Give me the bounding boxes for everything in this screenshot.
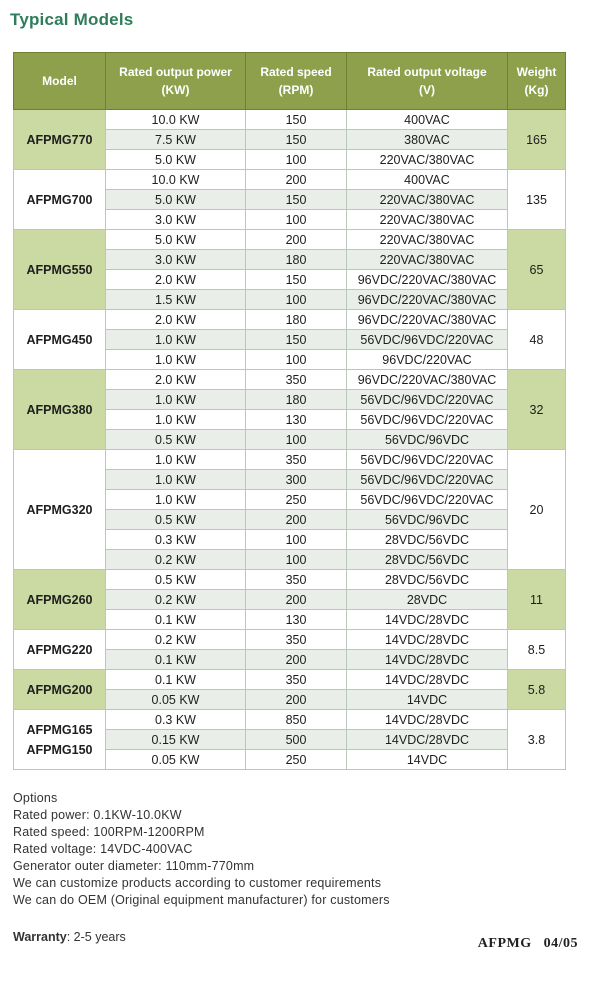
warranty: [13, 930, 126, 944]
voltage-cell: 56VDC/96VDC: [347, 510, 508, 530]
speed-cell: 180: [246, 390, 347, 410]
speed-cell: 250: [246, 490, 347, 510]
weight-cell: 5.8: [508, 670, 566, 710]
voltage-cell: 28VDC/56VDC: [347, 530, 508, 550]
options-line: Rated voltage: 14VDC-400VAC: [13, 842, 193, 856]
model-cell: [14, 310, 106, 370]
voltage-cell: 14VDC: [347, 750, 508, 770]
power-cell: 0.1 KW: [106, 610, 246, 630]
options-section: [13, 790, 390, 909]
power-cell: 0.05 KW: [106, 690, 246, 710]
voltage-cell: 400VAC: [347, 170, 508, 190]
table-row: [14, 450, 566, 470]
power-cell: 0.1 KW: [106, 670, 246, 690]
power-cell: 1.0 KW: [106, 490, 246, 510]
header-power: Rated output power (KW): [106, 53, 246, 110]
power-cell: 1.0 KW: [106, 390, 246, 410]
power-cell: 1.0 KW: [106, 330, 246, 350]
table-row: [14, 110, 566, 130]
weight-cell: 135: [508, 170, 566, 230]
speed-cell: 200: [246, 690, 347, 710]
model-name: AFPMG380: [26, 402, 93, 417]
power-cell: 0.3 KW: [106, 710, 246, 730]
speed-cell: 350: [246, 370, 347, 390]
speed-cell: 100: [246, 210, 347, 230]
speed-cell: 150: [246, 330, 347, 350]
speed-cell: 850: [246, 710, 347, 730]
weight-cell: 165: [508, 110, 566, 170]
voltage-cell: 96VDC/220VAC/380VAC: [347, 270, 508, 290]
voltage-cell: 14VDC/28VDC: [347, 670, 508, 690]
page-title: Typical Models: [10, 10, 134, 29]
voltage-cell: 28VDC: [347, 590, 508, 610]
power-cell: 0.2 KW: [106, 590, 246, 610]
model-cell: [14, 630, 106, 670]
table-row: [14, 230, 566, 250]
voltage-cell: 220VAC/380VAC: [347, 250, 508, 270]
weight-cell: 3.8: [508, 710, 566, 770]
table-row: [14, 170, 566, 190]
power-cell: 3.0 KW: [106, 250, 246, 270]
power-cell: 0.3 KW: [106, 530, 246, 550]
model-name: AFPMG165: [26, 722, 93, 737]
voltage-cell: 14VDC/28VDC: [347, 610, 508, 630]
power-cell: 10.0 KW: [106, 110, 246, 130]
header-weight: Weight (Kg): [508, 53, 566, 110]
power-cell: 5.0 KW: [106, 150, 246, 170]
voltage-cell: 28VDC/56VDC: [347, 550, 508, 570]
speed-cell: 180: [246, 250, 347, 270]
voltage-cell: 56VDC/96VDC/220VAC: [347, 410, 508, 430]
speed-cell: 150: [246, 130, 347, 150]
model-name: AFPMG700: [26, 192, 93, 207]
warranty-value: : 2-5 years: [66, 930, 126, 944]
model-name: AFPMG260: [26, 592, 93, 607]
speed-cell: 200: [246, 510, 347, 530]
speed-cell: 100: [246, 430, 347, 450]
speed-cell: 350: [246, 570, 347, 590]
speed-cell: 130: [246, 610, 347, 630]
table-row: [14, 370, 566, 390]
power-cell: 0.5 KW: [106, 430, 246, 450]
power-cell: 2.0 KW: [106, 310, 246, 330]
power-cell: 0.2 KW: [106, 550, 246, 570]
voltage-cell: 14VDC/28VDC: [347, 630, 508, 650]
voltage-cell: 96VDC/220VAC: [347, 350, 508, 370]
voltage-cell: 96VDC/220VAC/380VAC: [347, 310, 508, 330]
model-cell: [14, 230, 106, 310]
options-line: We can do OEM (Original equipment manufacturer) for customers: [13, 893, 390, 907]
speed-cell: 130: [246, 410, 347, 430]
power-cell: 1.0 KW: [106, 410, 246, 430]
model-cell: [14, 570, 106, 630]
warranty-label: Warranty: [13, 930, 67, 944]
power-cell: 1.5 KW: [106, 290, 246, 310]
model-name: AFPMG770: [26, 132, 93, 147]
voltage-cell: 220VAC/380VAC: [347, 190, 508, 210]
model-name: AFPMG550: [26, 262, 93, 277]
model-cell: [14, 110, 106, 170]
power-cell: 0.15 KW: [106, 730, 246, 750]
voltage-cell: 220VAC/380VAC: [347, 230, 508, 250]
model-name: AFPMG150: [26, 742, 93, 757]
power-cell: 0.05 KW: [106, 750, 246, 770]
speed-cell: 100: [246, 530, 347, 550]
voltage-cell: 56VDC/96VDC/220VAC: [347, 450, 508, 470]
model-cell: [14, 370, 106, 450]
model-cell: [14, 710, 106, 770]
table-row: [14, 710, 566, 730]
table-header-row: [14, 53, 566, 110]
voltage-cell: 220VAC/380VAC: [347, 150, 508, 170]
speed-cell: 200: [246, 230, 347, 250]
power-cell: 1.0 KW: [106, 450, 246, 470]
speed-cell: 180: [246, 310, 347, 330]
table-row: [14, 630, 566, 650]
speed-cell: 200: [246, 170, 347, 190]
weight-cell: 11: [508, 570, 566, 630]
model-name: AFPMG220: [26, 642, 93, 657]
power-cell: 1.0 KW: [106, 350, 246, 370]
footer-page-code: AFPMG 04/05: [477, 936, 578, 951]
voltage-cell: 28VDC/56VDC: [347, 570, 508, 590]
voltage-cell: 14VDC: [347, 690, 508, 710]
voltage-cell: 56VDC/96VDC/220VAC: [347, 330, 508, 350]
options-line: Rated speed: 100RPM-1200RPM: [13, 825, 205, 839]
options-line: Rated power: 0.1KW-10.0KW: [13, 808, 182, 822]
power-cell: 2.0 KW: [106, 370, 246, 390]
power-cell: 0.2 KW: [106, 630, 246, 650]
power-cell: 10.0 KW: [106, 170, 246, 190]
voltage-cell: 56VDC/96VDC/220VAC: [347, 390, 508, 410]
speed-cell: 150: [246, 110, 347, 130]
voltage-cell: 96VDC/220VAC/380VAC: [347, 290, 508, 310]
power-cell: 2.0 KW: [106, 270, 246, 290]
speed-cell: 350: [246, 670, 347, 690]
power-cell: 3.0 KW: [106, 210, 246, 230]
speed-cell: 200: [246, 650, 347, 670]
model-name: AFPMG200: [26, 682, 93, 697]
table-body: [14, 110, 566, 770]
header-speed: Rated speed (RPM): [246, 53, 347, 110]
voltage-cell: 14VDC/28VDC: [347, 650, 508, 670]
speed-cell: 100: [246, 150, 347, 170]
speed-cell: 250: [246, 750, 347, 770]
model-cell: [14, 450, 106, 570]
table-row: [14, 570, 566, 590]
power-cell: 5.0 KW: [106, 230, 246, 250]
voltage-cell: 14VDC/28VDC: [347, 710, 508, 730]
speed-cell: 350: [246, 630, 347, 650]
voltage-cell: 220VAC/380VAC: [347, 210, 508, 230]
table-row: [14, 310, 566, 330]
table-row: [14, 670, 566, 690]
power-cell: 7.5 KW: [106, 130, 246, 150]
power-cell: 1.0 KW: [106, 470, 246, 490]
weight-cell: 32: [508, 370, 566, 450]
voltage-cell: 96VDC/220VAC/380VAC: [347, 370, 508, 390]
model-cell: [14, 170, 106, 230]
header-model: Model: [14, 53, 106, 110]
voltage-cell: 56VDC/96VDC/220VAC: [347, 470, 508, 490]
voltage-cell: 56VDC/96VDC: [347, 430, 508, 450]
model-name: AFPMG320: [26, 502, 93, 517]
weight-cell: 20: [508, 450, 566, 570]
speed-cell: 500: [246, 730, 347, 750]
power-cell: 0.1 KW: [106, 650, 246, 670]
speed-cell: 100: [246, 350, 347, 370]
weight-cell: 65: [508, 230, 566, 310]
speed-cell: 100: [246, 290, 347, 310]
model-cell: [14, 670, 106, 710]
voltage-cell: 56VDC/96VDC/220VAC: [347, 490, 508, 510]
speed-cell: 200: [246, 590, 347, 610]
voltage-cell: 14VDC/28VDC: [347, 730, 508, 750]
options-line: Generator outer diameter: 110mm-770mm: [13, 859, 255, 873]
weight-cell: 8.5: [508, 630, 566, 670]
options-heading: Options: [13, 791, 58, 805]
speed-cell: 150: [246, 190, 347, 210]
voltage-cell: 400VAC: [347, 110, 508, 130]
voltage-cell: 380VAC: [347, 130, 508, 150]
typical-models-table: [13, 52, 566, 770]
header-voltage: Rated output voltage (V): [347, 53, 508, 110]
speed-cell: 300: [246, 470, 347, 490]
speed-cell: 350: [246, 450, 347, 470]
options-line: We can customize products according to customer requirements: [13, 876, 382, 890]
power-cell: 5.0 KW: [106, 190, 246, 210]
speed-cell: 150: [246, 270, 347, 290]
weight-cell: 48: [508, 310, 566, 370]
power-cell: 0.5 KW: [106, 570, 246, 590]
speed-cell: 100: [246, 550, 347, 570]
power-cell: 0.5 KW: [106, 510, 246, 530]
model-name: AFPMG450: [26, 332, 93, 347]
